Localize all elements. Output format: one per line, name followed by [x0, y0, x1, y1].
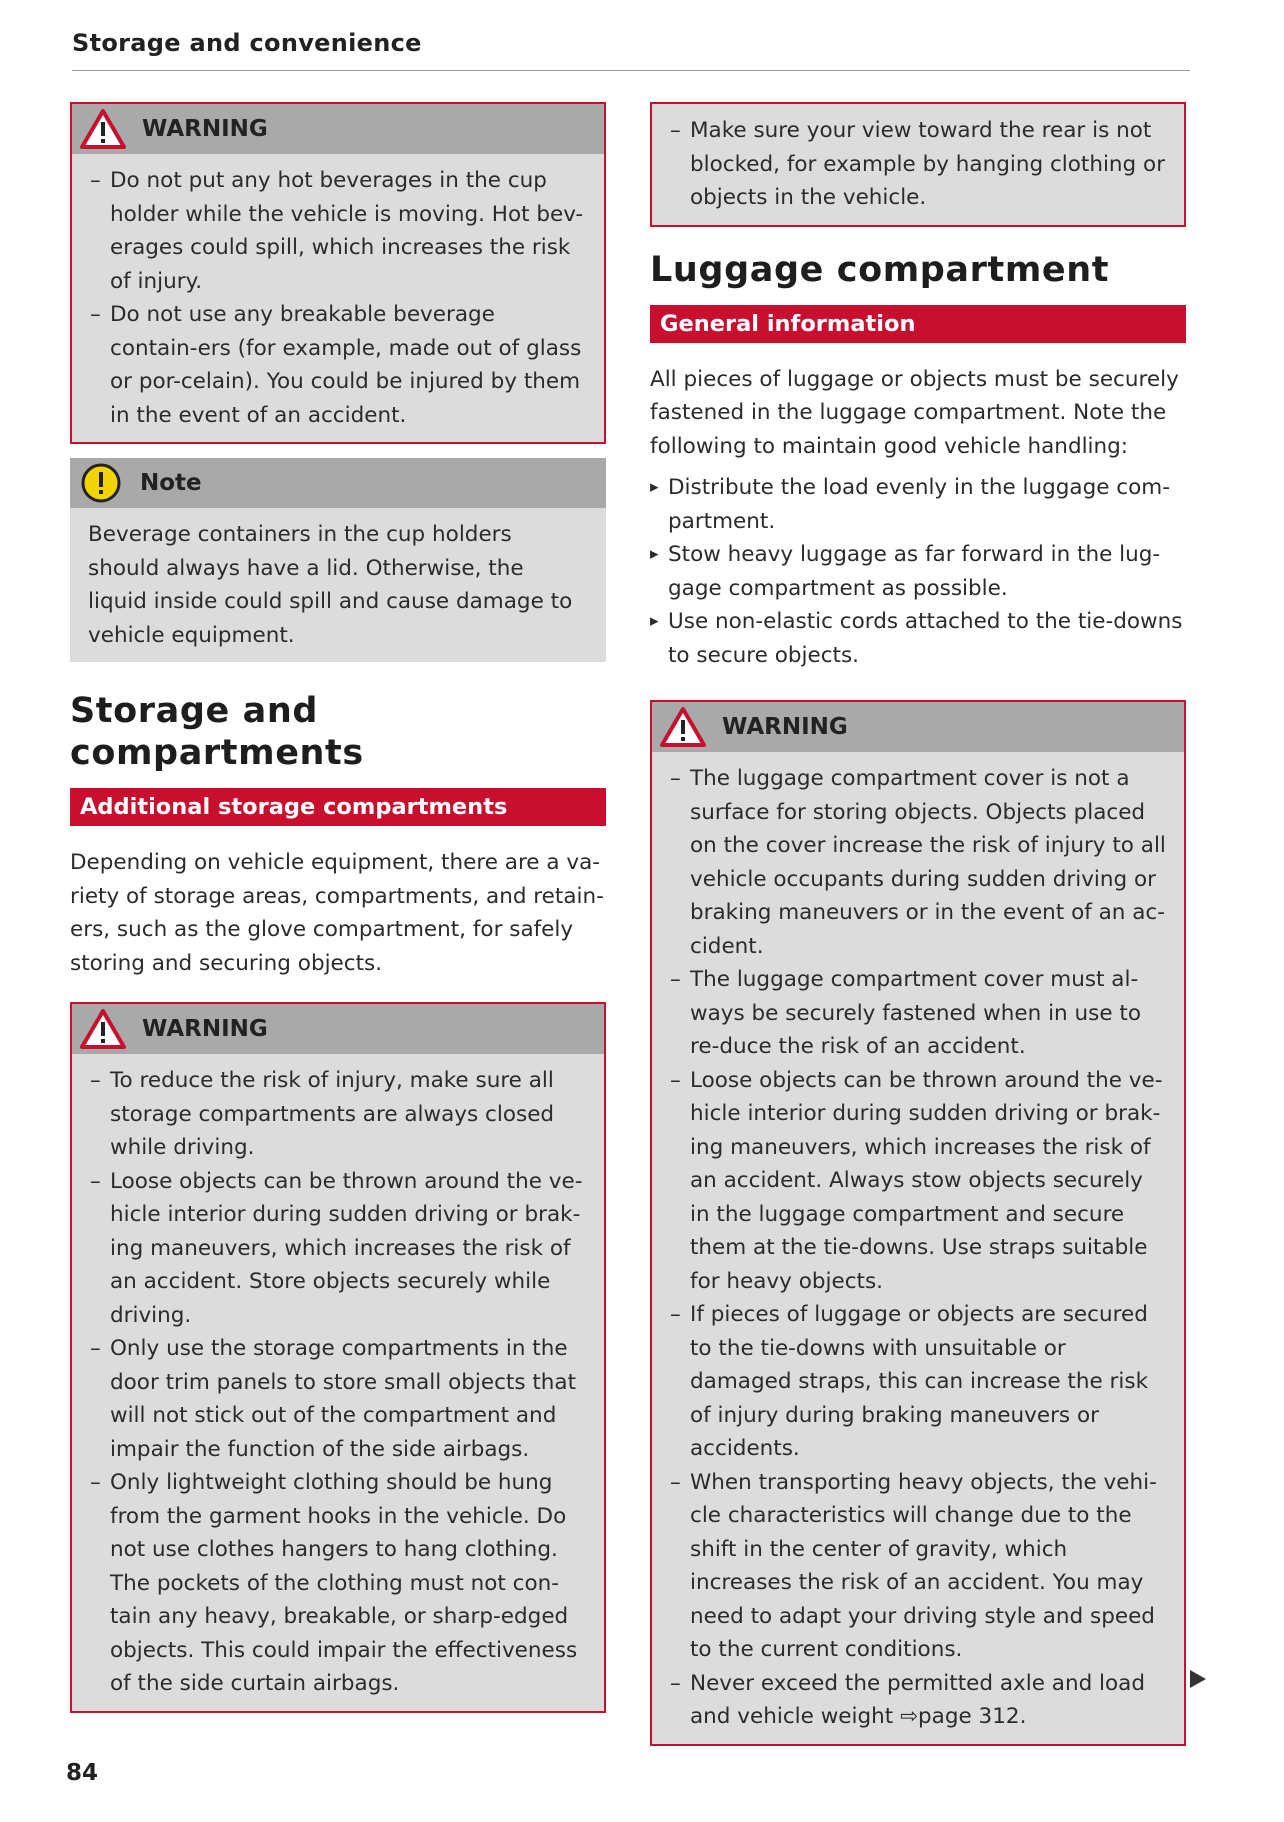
storage-paragraph: Depending on vehicle equipment, there are a va-riety of storage areas, compartments, and retain-ers, such as the glove compartment, for safely storing and securing objects.: [70, 850, 604, 976]
note-heading: Note: [140, 470, 202, 496]
note-header: [70, 458, 606, 508]
note-text: Beverage containers in the cup holders should always have a lid. Otherwise, the liquid inside could spill and cause damage to vehicle equipment.: [88, 522, 573, 648]
warning-continued-body: [652, 104, 1184, 225]
left-column: [70, 102, 606, 1727]
warning-body: [652, 752, 1184, 1744]
warning-item: – If pieces of luggage or objects are secured to the tie-downs with unsuitable or damaged straps, this can increase the risk of injury during braking maneuvers or accidents.: [670, 1298, 1166, 1466]
warning-triangle-icon: [80, 1008, 126, 1050]
warning-header: [72, 104, 604, 154]
subsection-title-additional-storage: Additional storage compartments: [70, 788, 606, 826]
warning-continued-box: [650, 102, 1186, 227]
warning-body: [72, 1054, 604, 1711]
warning-heading: WARNING: [722, 714, 848, 740]
header-title: Storage and convenience: [72, 29, 422, 57]
note-box: [70, 458, 606, 662]
warning-item: – Loose objects can be thrown around the ve-hicle interior during sudden driving or brak-ing maneuvers, which increases the risk of an accident. Always stow objects securely in the luggage compartment and secure them at the tie-downs. Use straps suitable for heavy objects.: [670, 1064, 1166, 1299]
warning-item: – When transporting heavy objects, the vehi-cle characteristics will change due to the shift in the center of gravity, which increases the risk of an accident. You may need to adapt your driving style and speed to the current conditions.: [670, 1466, 1166, 1667]
bullet-item: ▸ Stow heavy luggage as far forward in the lug-gage compartment as possible.: [650, 538, 1186, 605]
warning-item: – To reduce the risk of injury, make sure all storage compartments are always closed while driving.: [90, 1064, 586, 1165]
warning-item: – Do not put any hot beverages in the cup holder while the vehicle is moving. Hot bev-erages could spill, which increases the risk of injury.: [90, 164, 586, 298]
warning-item: – The luggage compartment cover must al-ways be securely fastened when in use to re-duce the risk of an accident.: [670, 963, 1166, 1064]
continue-arrow-icon: [1190, 1670, 1206, 1688]
luggage-paragraph: All pieces of luggage or objects must be securely fastened in the luggage compartment. Note the following to maintain good vehicle handling:: [650, 366, 1179, 459]
page-number: 84: [66, 1760, 99, 1786]
warning-box-storage: [70, 1002, 606, 1713]
warning-heading: WARNING: [142, 1016, 268, 1042]
warning-item: – Only use the storage compartments in the door trim panels to store small objects that will not stick out of the compartment and impair the function of the side airbags.: [90, 1332, 586, 1466]
bullet-item: ▸ Distribute the load evenly in the luggage com-partment.: [650, 471, 1186, 538]
running-header: [72, 26, 1190, 71]
warning-box-cup-holder: [70, 102, 606, 444]
warning-body: [72, 154, 604, 442]
bullet-item: ▸ Use non-elastic cords attached to the tie-downs to secure objects.: [650, 605, 1186, 672]
note-exclamation-icon: [78, 462, 124, 504]
warning-item: – The luggage compartment cover is not a surface for storing objects. Objects placed on the cover increase the risk of injury to all vehicle occupants during sudden driving or braking maneuvers or in the event of an ac-cident.: [670, 762, 1166, 963]
section-title-luggage: Luggage compartment: [650, 249, 1110, 290]
section-title-storage: Storage and compartments: [70, 691, 364, 773]
warning-heading: WARNING: [142, 116, 268, 142]
warning-item: – Make sure your view toward the rear is not blocked, for example by hanging clothing or objects in the vehicle.: [670, 114, 1166, 215]
warning-header: [72, 1004, 604, 1054]
warning-triangle-icon: [80, 108, 126, 150]
right-column: [650, 102, 1186, 1760]
warning-item: – Only lightweight clothing should be hung from the garment hooks in the vehicle. Do not use clothes hangers to hang clothing. The pockets of the clothing must not con-tain any heavy, breakable, or sharp-edged objects. This could impair the effectiveness of the side curtain airbags.: [90, 1466, 586, 1701]
note-body: [70, 508, 606, 662]
warning-box-luggage: [650, 700, 1186, 1746]
warning-item: – Do not use any breakable beverage contain-ers (for example, made out of glass or por-celain). You could be injured by them in the event of an accident.: [90, 298, 586, 432]
warning-header: [652, 702, 1184, 752]
subsection-title-general-info: General information: [650, 305, 1186, 343]
warning-item: – Never exceed the permitted axle and load and vehicle weight ⇨page 312.: [670, 1667, 1166, 1734]
luggage-bullets: [650, 471, 1186, 672]
warning-triangle-icon: [660, 706, 706, 748]
warning-item: – Loose objects can be thrown around the ve-hicle interior during sudden driving or brak-ing maneuvers, which increases the risk of an accident. Store objects securely while driving.: [90, 1165, 586, 1333]
